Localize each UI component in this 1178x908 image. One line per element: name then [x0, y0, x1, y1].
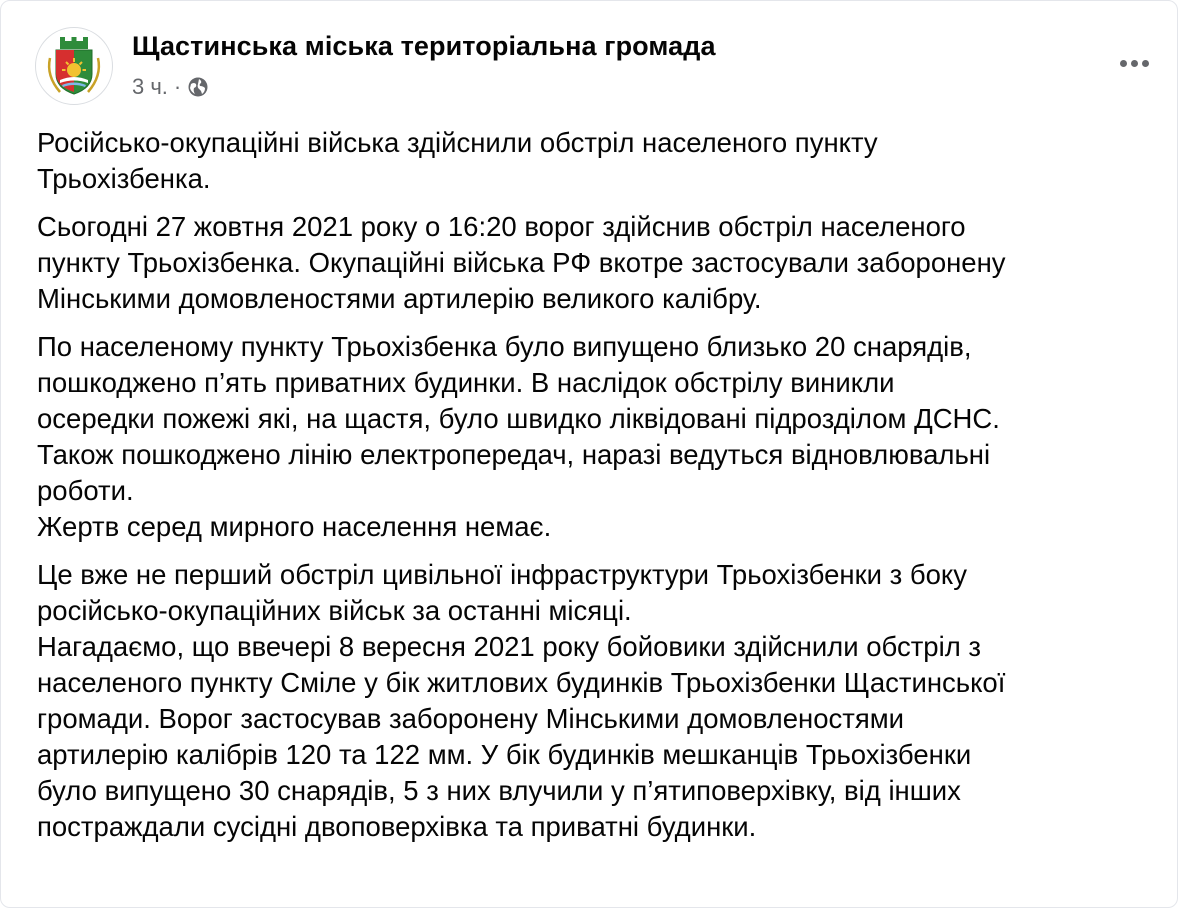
- more-horizontal-icon-dot: [1142, 60, 1149, 67]
- globe-icon[interactable]: [187, 76, 209, 98]
- more-horizontal-icon: [1120, 60, 1127, 67]
- meta-separator: ·: [173, 74, 182, 99]
- page-avatar[interactable]: [35, 27, 113, 105]
- more-options-button[interactable]: [1109, 41, 1159, 85]
- post-header: [1, 1, 1177, 113]
- post-meta: [132, 71, 209, 103]
- post-paragraph: Сьогодні 27 жовтня 2021 року о 16:20 ворог здійснив обстріл населеного пункту Трьохізбенка. Окупаційні війська РФ вкотре застосували заборонену Мінськими домовленостями артилерію великого калібру.: [37, 211, 1006, 314]
- post-timestamp[interactable]: 3 ч.: [132, 74, 168, 99]
- page-name-link[interactable]: Щастинська міська територіальна громада: [132, 31, 716, 61]
- more-horizontal-icon-dot: [1131, 60, 1138, 67]
- post-paragraph: Це вже не перший обстріл цивільної інфраструктури Трьохізбенки з боку російсько-окупаційних військ за останні місяці. Нагадаємо, що ввечері 8 вересня 2021 року бойовики здійснили обстріл з населеного пункту Сміле у бік житлових будинків Трьохізбенки Щастинської громади. Ворог застосував заборонену Мінськими домовленостями артилерію калібрів 120 та 122 мм. У бік будинків мешканців Трьохізбенки було випущено 30 снарядів, 5 з них влучили у п’ятиповерхівку, від інших постраждали сусідні двоповерхівка та приватні будинки.: [37, 559, 1006, 842]
- coat-of-arms-logo: [36, 28, 112, 104]
- post-paragraph: Російсько-окупаційні війська здійснили обстріл населеного пункту Трьохізбенка.: [37, 127, 878, 194]
- post-paragraph: По населеному пункту Трьохізбенка було випущено близько 20 снарядів, пошкоджено п’ять приватних будинки. В наслідок обстрілу виникли осередки пожежі які, на щастя, було швидко ліквідовані підрозділом ДСНС. Також пошкоджено лінію електропередач, наразі ведуться відновлювальні роботи. Жертв серед мирного населення немає.: [37, 331, 1000, 542]
- post-body: [37, 125, 1157, 857]
